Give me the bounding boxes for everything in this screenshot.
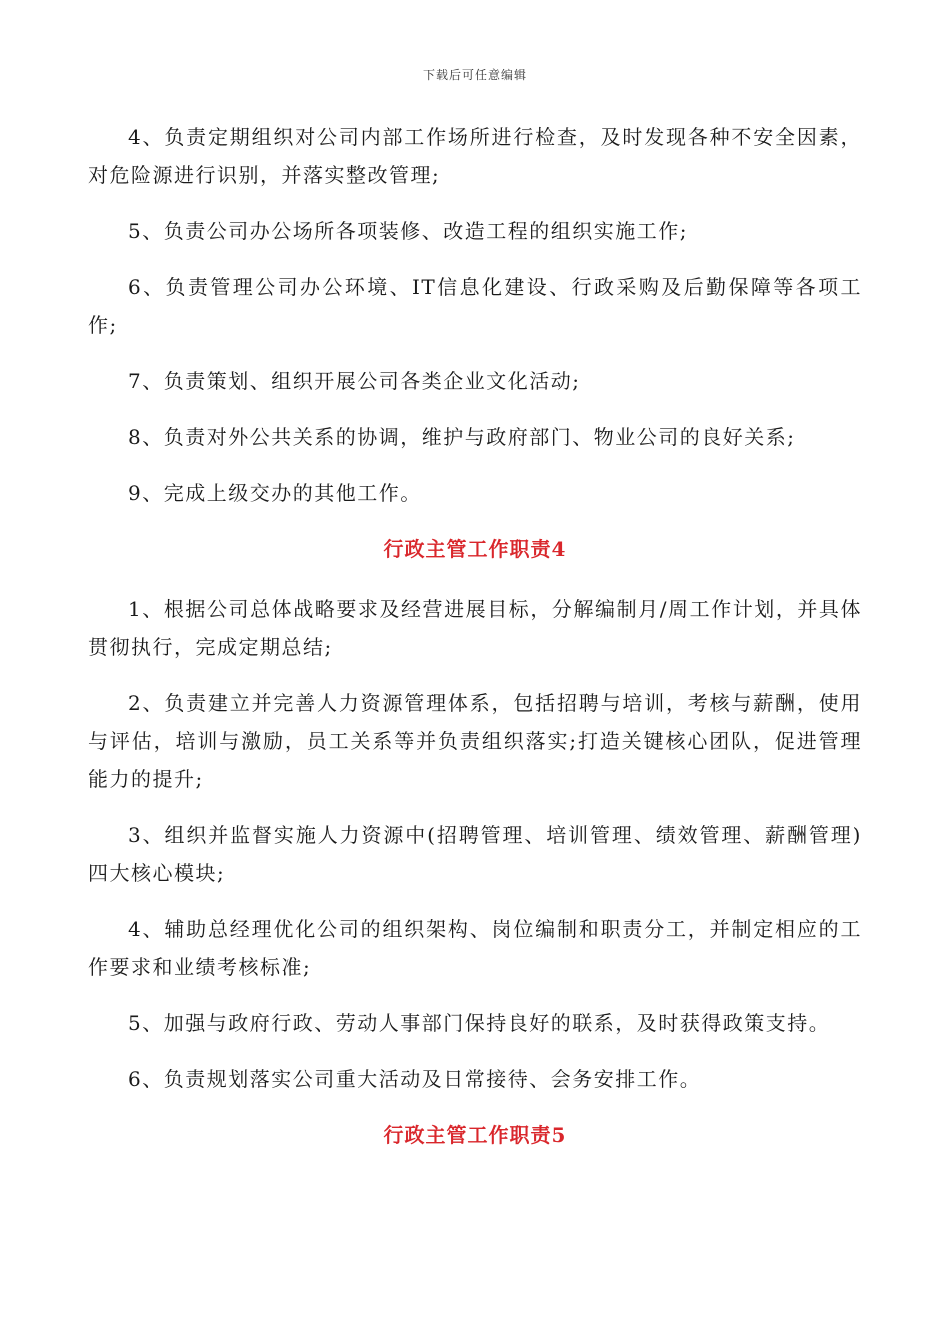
paragraph-prev-4: 4、负责定期组织对公司内部工作场所进行检查，及时发现各种不安全因素，对危险源进行识别，并落实整改管理;: [88, 125, 862, 187]
paragraph-prev-8: 8、负责对外公共关系的协调，维护与政府部门、物业公司的良好关系;: [128, 425, 796, 449]
paragraph-prev-7: 7、负责策划、组织开展公司各类企业文化活动;: [128, 369, 581, 393]
paragraph-s4-3: 3、组织并监督实施人力资源中(招聘管理、培训管理、绩效管理、薪酬管理)四大核心模块;: [88, 823, 862, 885]
section-4-title: 行政主管工作职责4: [383, 537, 567, 561]
paragraph-prev-9: 9、完成上级交办的其他工作。: [128, 481, 422, 505]
paragraph-s4-2: 2、负责建立并完善人力资源管理体系，包括招聘与培训，考核与薪酬，使用与评估，培训与激励，员工关系等并负责组织落实;打造关键核心团队，促进管理能力的提升;: [88, 691, 862, 791]
paragraph-s4-1: 1、根据公司总体战略要求及经营进展目标，分解编制月/周工作计划，并具体贯彻执行，完成定期总结;: [88, 597, 862, 659]
paragraph-prev-6: 6、负责管理公司办公环境、IT信息化建设、行政采购及后勤保障等各项工作;: [88, 275, 862, 337]
section-5-title: 行政主管工作职责5: [383, 1123, 567, 1147]
document-body: [88, 118, 862, 1176]
paragraph-s4-4: 4、辅助总经理优化公司的组织架构、岗位编制和职责分工，并制定相应的工作要求和业绩考核标准;: [88, 917, 862, 979]
paragraph-s4-5: 5、加强与政府行政、劳动人事部门保持良好的联系，及时获得政策支持。: [128, 1011, 831, 1035]
header-note: 下载后可任意编辑: [422, 68, 527, 82]
paragraph-s4-6: 6、负责规划落实公司重大活动及日常接待、会务安排工作。: [128, 1067, 702, 1091]
paragraph-prev-5: 5、负责公司办公场所各项装修、改造工程的组织实施工作;: [128, 219, 688, 243]
